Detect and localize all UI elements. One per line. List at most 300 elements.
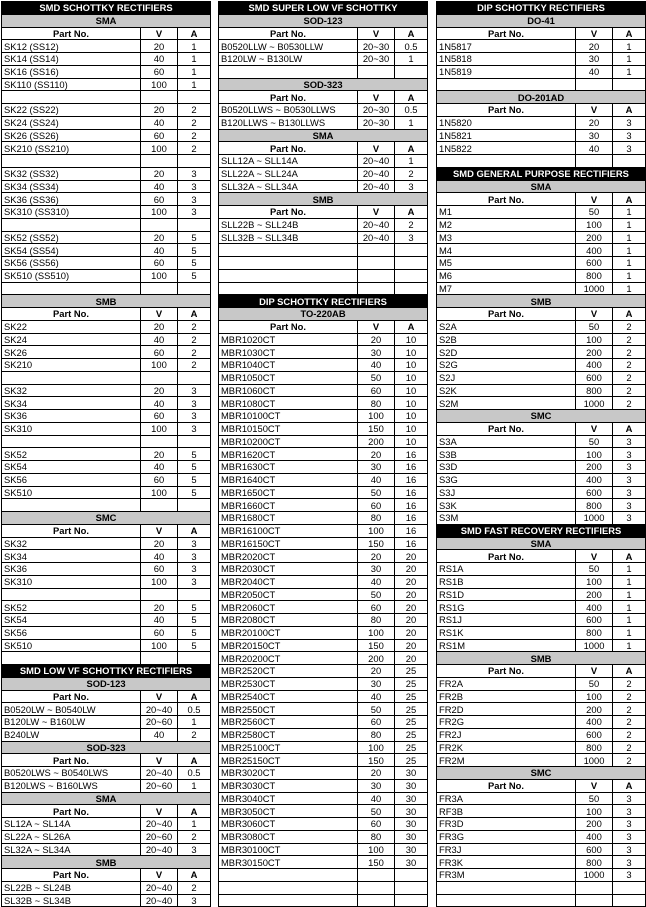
voltage-cell: 20~40	[141, 703, 178, 716]
current-cell: 30	[395, 856, 428, 869]
header-voltage-cell: V	[576, 193, 613, 206]
table-row	[437, 869, 646, 882]
table-row	[2, 894, 211, 907]
part-number-cell: SLL22B ~ SLL24B	[219, 218, 358, 231]
current-cell: 2	[178, 346, 211, 359]
part-number-cell: SK510 (SS510)	[2, 269, 141, 282]
package-header-row	[219, 78, 428, 91]
table-row	[219, 155, 428, 168]
current-cell: 3	[613, 435, 646, 448]
table-row	[219, 116, 428, 129]
current-cell: 3	[395, 180, 428, 193]
voltage-cell: 20~60	[141, 716, 178, 729]
table-row	[437, 677, 646, 690]
current-cell: 16	[395, 461, 428, 474]
package-name: SMA	[437, 537, 646, 550]
part-number-cell	[2, 218, 141, 231]
table-row	[437, 614, 646, 627]
table-row	[2, 499, 211, 512]
part-number-cell: B0520LW ~ B0540LW	[2, 703, 141, 716]
part-number-cell: RS1M	[437, 639, 576, 652]
table-row	[437, 499, 646, 512]
voltage-cell	[576, 894, 613, 907]
table-row	[437, 78, 646, 91]
part-number-cell	[219, 881, 358, 894]
table-row	[219, 856, 428, 869]
current-cell	[613, 894, 646, 907]
part-number-cell: S3K	[437, 499, 576, 512]
voltage-cell: 200	[358, 435, 395, 448]
header-voltage-cell: V	[576, 27, 613, 40]
part-number-cell: SK310	[2, 422, 141, 435]
voltage-cell: 600	[576, 371, 613, 384]
voltage-cell: 600	[576, 486, 613, 499]
voltage-cell: 20~40	[141, 843, 178, 856]
package-header-row	[437, 537, 646, 550]
voltage-cell: 60	[141, 410, 178, 423]
current-cell: 10	[395, 397, 428, 410]
header-part-number-cell: Part No.	[437, 104, 576, 117]
part-number-cell: MBR1020CT	[219, 333, 358, 346]
table-row	[437, 563, 646, 576]
current-cell	[178, 435, 211, 448]
part-number-cell: MBR25150CT	[219, 754, 358, 767]
current-cell	[178, 218, 211, 231]
voltage-cell: 200	[576, 346, 613, 359]
voltage-cell: 40	[141, 180, 178, 193]
table-header-row	[437, 779, 646, 792]
voltage-cell: 60	[141, 129, 178, 142]
voltage-cell: 20~60	[141, 779, 178, 792]
voltage-cell: 400	[576, 359, 613, 372]
header-current-cell: A	[613, 422, 646, 435]
part-number-cell: SK110 (SS110)	[2, 78, 141, 91]
current-cell: 1	[178, 779, 211, 792]
voltage-cell: 800	[576, 741, 613, 754]
current-cell: 1	[178, 53, 211, 66]
table-row	[219, 499, 428, 512]
table-row	[437, 792, 646, 805]
voltage-cell: 50	[358, 371, 395, 384]
current-cell: 1	[395, 116, 428, 129]
package-name: SMB	[437, 652, 646, 665]
voltage-cell: 60	[358, 601, 395, 614]
part-number-cell: FR3A	[437, 792, 576, 805]
header-part-number-cell: Part No.	[437, 550, 576, 563]
part-number-cell: SK210	[2, 359, 141, 372]
current-cell: 1	[613, 231, 646, 244]
part-number-cell: SK54	[2, 461, 141, 474]
table-row	[437, 116, 646, 129]
table-header-row	[2, 27, 211, 40]
section-title-row	[437, 524, 646, 537]
table-row	[2, 461, 211, 474]
part-number-cell: S2G	[437, 359, 576, 372]
table-row	[219, 767, 428, 780]
table-row	[2, 652, 211, 665]
part-number-cell: SK24 (SS24)	[2, 116, 141, 129]
table-row	[219, 805, 428, 818]
part-number-cell: MBR2550CT	[219, 703, 358, 716]
table-row	[2, 40, 211, 53]
voltage-cell: 50	[358, 486, 395, 499]
current-cell: 3	[613, 499, 646, 512]
part-number-cell: S2J	[437, 371, 576, 384]
table-row	[437, 435, 646, 448]
current-cell: 25	[395, 728, 428, 741]
header-voltage-cell: V	[358, 206, 395, 219]
table-row	[219, 461, 428, 474]
current-cell: 1	[613, 282, 646, 295]
table-row	[2, 550, 211, 563]
current-cell: 3	[613, 129, 646, 142]
part-number-cell	[219, 869, 358, 882]
current-cell: 3	[613, 869, 646, 882]
table-header-row	[2, 805, 211, 818]
current-cell: 3	[178, 537, 211, 550]
table-row	[2, 359, 211, 372]
current-cell: 16	[395, 486, 428, 499]
header-part-number-cell: Part No.	[437, 193, 576, 206]
package-header-row	[2, 677, 211, 690]
voltage-cell: 20~40	[141, 767, 178, 780]
voltage-cell: 40	[141, 728, 178, 741]
table-row	[219, 716, 428, 729]
voltage-cell: 100	[358, 524, 395, 537]
current-cell: 5	[178, 231, 211, 244]
table-header-row	[437, 422, 646, 435]
table-row	[219, 614, 428, 627]
voltage-cell	[141, 499, 178, 512]
table-row	[437, 359, 646, 372]
table-row	[2, 384, 211, 397]
section-title: SMD FAST RECOVERY RECTIFIERS	[437, 524, 646, 537]
section-title: DIP SCHOTTKY RECTIFIERS	[437, 2, 646, 15]
current-cell: 2	[178, 142, 211, 155]
voltage-cell: 20~40	[141, 894, 178, 907]
part-number-cell: B120LWS ~ B160LWS	[2, 779, 141, 792]
package-header-row	[2, 856, 211, 869]
voltage-cell: 40	[576, 65, 613, 78]
voltage-cell: 20~40	[358, 155, 395, 168]
header-current-cell: A	[613, 104, 646, 117]
table-row	[219, 652, 428, 665]
part-number-cell: MBR3080CT	[219, 830, 358, 843]
current-cell	[613, 881, 646, 894]
header-voltage-cell: V	[141, 308, 178, 321]
part-number-cell: MBR1040CT	[219, 359, 358, 372]
header-voltage-cell: V	[576, 665, 613, 678]
part-number-cell: SK14 (SS14)	[2, 53, 141, 66]
voltage-cell: 50	[576, 206, 613, 219]
current-cell: 10	[395, 384, 428, 397]
package-header-row	[437, 410, 646, 423]
package-header-row	[219, 193, 428, 206]
table-row	[219, 563, 428, 576]
current-cell	[613, 78, 646, 91]
part-number-cell: 1N5820	[437, 116, 576, 129]
current-cell: 1	[613, 575, 646, 588]
table-row	[219, 677, 428, 690]
voltage-cell: 100	[576, 690, 613, 703]
section-title-row	[2, 2, 211, 15]
voltage-cell: 800	[576, 626, 613, 639]
current-cell: 3	[395, 231, 428, 244]
voltage-cell: 80	[358, 728, 395, 741]
voltage-cell: 40	[141, 333, 178, 346]
current-cell: 30	[395, 779, 428, 792]
current-cell: 3	[178, 180, 211, 193]
voltage-cell	[576, 155, 613, 168]
table-row	[437, 333, 646, 346]
current-cell: 30	[395, 818, 428, 831]
table-row	[437, 690, 646, 703]
voltage-cell: 50	[576, 435, 613, 448]
header-current-cell: A	[613, 193, 646, 206]
section-title: SMD SUPER LOW VF SCHOTTKY	[219, 2, 428, 15]
current-cell: 30	[395, 830, 428, 843]
current-cell: 30	[395, 767, 428, 780]
voltage-cell	[358, 282, 395, 295]
voltage-cell: 20~30	[358, 40, 395, 53]
part-number-cell: FR2G	[437, 716, 576, 729]
voltage-cell: 200	[358, 652, 395, 665]
header-current-cell: A	[613, 779, 646, 792]
table-row	[437, 397, 646, 410]
current-cell: 16	[395, 499, 428, 512]
header-voltage-cell: V	[141, 805, 178, 818]
voltage-cell: 100	[141, 359, 178, 372]
voltage-cell: 30	[358, 461, 395, 474]
voltage-cell	[358, 244, 395, 257]
voltage-cell: 40	[141, 397, 178, 410]
part-number-cell: MBR2060CT	[219, 601, 358, 614]
voltage-cell: 40	[141, 550, 178, 563]
current-cell: 1	[613, 614, 646, 627]
voltage-cell	[141, 91, 178, 104]
table-header-row	[2, 754, 211, 767]
part-number-cell: MBR2560CT	[219, 716, 358, 729]
header-voltage-cell: V	[141, 869, 178, 882]
current-cell: 2	[613, 333, 646, 346]
table-row	[2, 588, 211, 601]
voltage-cell: 100	[576, 805, 613, 818]
table-row	[219, 881, 428, 894]
voltage-cell: 50	[576, 563, 613, 576]
voltage-cell: 40	[576, 142, 613, 155]
voltage-cell: 20	[141, 448, 178, 461]
voltage-cell	[576, 78, 613, 91]
voltage-cell: 20	[358, 448, 395, 461]
current-cell: 1	[613, 65, 646, 78]
current-cell: 1	[613, 257, 646, 270]
current-cell: 3	[613, 473, 646, 486]
voltage-cell: 200	[576, 703, 613, 716]
current-cell: 20	[395, 652, 428, 665]
part-number-cell	[219, 257, 358, 270]
current-cell: 5	[178, 257, 211, 270]
table-row	[2, 639, 211, 652]
section-title-row	[219, 295, 428, 308]
current-cell: 2	[178, 830, 211, 843]
current-cell: 5	[178, 244, 211, 257]
voltage-cell: 50	[358, 588, 395, 601]
voltage-cell: 20~30	[358, 116, 395, 129]
part-number-cell: SLL32B ~ SLL34B	[219, 231, 358, 244]
voltage-cell: 50	[358, 703, 395, 716]
voltage-cell: 80	[358, 512, 395, 525]
part-number-cell	[219, 894, 358, 907]
part-number-cell: SK36	[2, 410, 141, 423]
table-row	[219, 359, 428, 372]
part-number-cell: MBR1080CT	[219, 397, 358, 410]
voltage-cell: 40	[358, 792, 395, 805]
table-row	[2, 218, 211, 231]
current-cell	[395, 257, 428, 270]
table-row	[2, 346, 211, 359]
table-row	[219, 40, 428, 53]
table-row	[2, 830, 211, 843]
current-cell: 25	[395, 703, 428, 716]
voltage-cell	[358, 257, 395, 270]
column-middle	[218, 1, 427, 907]
current-cell: 3	[178, 167, 211, 180]
part-number-cell: MBR20100CT	[219, 626, 358, 639]
package-name: SMB	[219, 193, 428, 206]
voltage-cell: 600	[576, 257, 613, 270]
part-number-cell	[219, 244, 358, 257]
table-header-row	[2, 308, 211, 321]
current-cell: 2	[178, 881, 211, 894]
package-name: SMA	[437, 180, 646, 193]
part-number-cell: MBR1050CT	[219, 371, 358, 384]
current-cell	[395, 65, 428, 78]
table-row	[437, 805, 646, 818]
table-row	[219, 167, 428, 180]
current-cell: 2	[613, 741, 646, 754]
voltage-cell: 100	[358, 741, 395, 754]
part-number-cell: B0520LLW ~ B0530LLW	[219, 40, 358, 53]
table-row	[2, 333, 211, 346]
voltage-cell: 40	[358, 359, 395, 372]
voltage-cell: 800	[576, 384, 613, 397]
voltage-cell: 20~30	[358, 53, 395, 66]
current-cell: 1	[613, 563, 646, 576]
voltage-cell: 100	[141, 422, 178, 435]
current-cell	[178, 499, 211, 512]
part-number-cell: MBR30100CT	[219, 843, 358, 856]
current-cell: 3	[178, 550, 211, 563]
voltage-cell: 20~40	[358, 167, 395, 180]
table-row	[437, 575, 646, 588]
table-row	[437, 371, 646, 384]
voltage-cell: 40	[141, 53, 178, 66]
part-number-cell: M5	[437, 257, 576, 270]
current-cell: 2	[178, 359, 211, 372]
part-number-cell: MBR1030CT	[219, 346, 358, 359]
voltage-cell: 400	[576, 601, 613, 614]
part-number-cell: MBR2040CT	[219, 575, 358, 588]
current-cell: 1	[613, 40, 646, 53]
package-header-row	[437, 14, 646, 27]
table-header-row	[2, 524, 211, 537]
section-title-row	[437, 2, 646, 15]
header-current-cell: A	[395, 320, 428, 333]
voltage-cell: 150	[358, 537, 395, 550]
current-cell: 3	[178, 410, 211, 423]
current-cell: 3	[178, 206, 211, 219]
table-row	[437, 843, 646, 856]
current-cell: 3	[613, 486, 646, 499]
part-number-cell: RS1A	[437, 563, 576, 576]
current-cell: 2	[613, 754, 646, 767]
table-row	[2, 435, 211, 448]
part-number-cell: SK34 (SS34)	[2, 180, 141, 193]
table-row	[2, 155, 211, 168]
package-name: SMB	[437, 295, 646, 308]
part-number-cell: 1N5819	[437, 65, 576, 78]
voltage-cell	[141, 155, 178, 168]
package-name: SMA	[219, 129, 428, 142]
table-row	[437, 830, 646, 843]
part-number-cell: SK26	[2, 346, 141, 359]
table-row	[219, 626, 428, 639]
current-cell: 20	[395, 550, 428, 563]
table-header-row	[437, 308, 646, 321]
voltage-cell: 50	[358, 805, 395, 818]
current-cell: 5	[178, 626, 211, 639]
voltage-cell	[141, 652, 178, 665]
current-cell: 3	[178, 563, 211, 576]
current-cell: 3	[613, 830, 646, 843]
table-row	[2, 410, 211, 423]
table-row	[2, 257, 211, 270]
table-row	[219, 180, 428, 193]
voltage-cell: 100	[141, 78, 178, 91]
header-current-cell: A	[613, 550, 646, 563]
current-cell: 2	[613, 703, 646, 716]
current-cell: 2	[613, 677, 646, 690]
current-cell: 3	[613, 142, 646, 155]
current-cell: 20	[395, 626, 428, 639]
package-name: SMC	[437, 767, 646, 780]
part-number-cell: FR3J	[437, 843, 576, 856]
table-row	[437, 269, 646, 282]
header-voltage-cell: V	[358, 142, 395, 155]
current-cell: 16	[395, 537, 428, 550]
package-header-row	[219, 14, 428, 27]
table-row	[219, 346, 428, 359]
header-current-cell: A	[395, 27, 428, 40]
current-cell: 1	[178, 818, 211, 831]
table-row	[219, 728, 428, 741]
header-current-cell: A	[395, 142, 428, 155]
table-row	[219, 422, 428, 435]
voltage-cell: 20~40	[358, 231, 395, 244]
table-row	[437, 856, 646, 869]
voltage-cell: 100	[141, 142, 178, 155]
part-number-cell: MBR16100CT	[219, 524, 358, 537]
header-current-cell: A	[613, 308, 646, 321]
table-row	[437, 639, 646, 652]
current-cell: 5	[178, 601, 211, 614]
current-cell: 25	[395, 665, 428, 678]
current-cell: 20	[395, 588, 428, 601]
current-cell: 30	[395, 805, 428, 818]
voltage-cell: 20	[141, 231, 178, 244]
part-number-cell: SK24	[2, 333, 141, 346]
part-number-cell: SL12A ~ SL14A	[2, 818, 141, 831]
